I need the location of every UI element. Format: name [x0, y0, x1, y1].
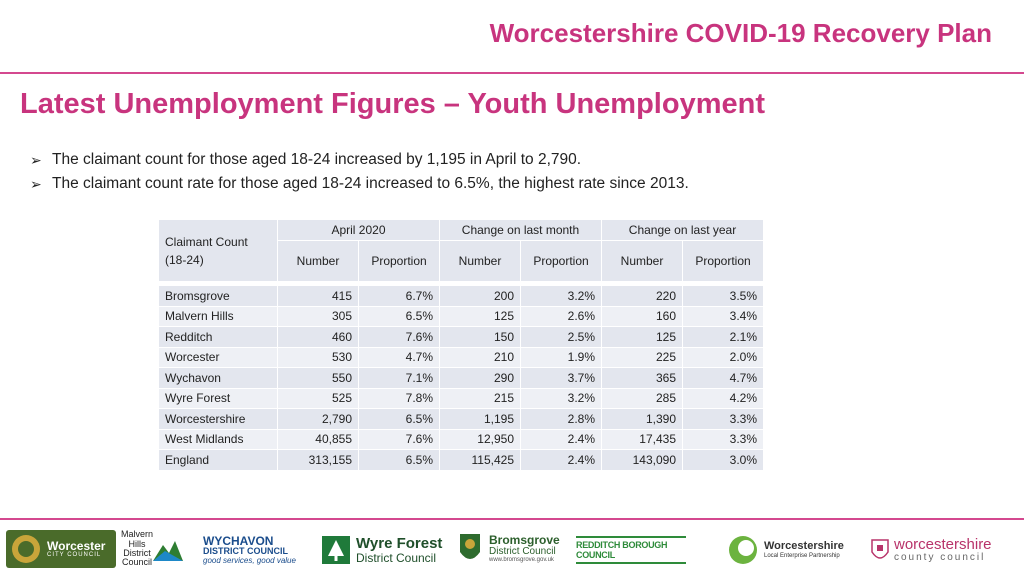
table-cell: 530	[278, 348, 358, 368]
table-row	[159, 348, 763, 368]
row-label: Wyre Forest	[159, 389, 277, 409]
header-title: Worcestershire COVID-19 Recovery Plan	[489, 18, 992, 48]
table-row	[159, 430, 763, 450]
table-cell: 115,425	[440, 450, 520, 470]
table-row	[159, 327, 763, 347]
table-row	[159, 286, 763, 306]
table-cell: 2,790	[278, 409, 358, 429]
header-divider	[0, 72, 1024, 74]
logo-text: Hills	[128, 538, 146, 549]
table-cell: 210	[440, 348, 520, 368]
table-cell: 2.8%	[521, 409, 601, 429]
logo-text: county council	[894, 551, 986, 563]
table-cell: 225	[602, 348, 682, 368]
table-row	[159, 409, 763, 429]
city-crest-icon	[9, 532, 43, 566]
row-label: Worcester	[159, 348, 277, 368]
table-cell: 3.3%	[683, 409, 763, 429]
table-row	[159, 307, 763, 327]
bullet-text: The claimant count rate for those aged 18-24 increased to 6.5%, the highest rate since 2013.	[52, 175, 689, 192]
column-header: Proportion	[683, 241, 763, 281]
table-cell: 2.1%	[683, 327, 763, 347]
table-cell: 4.2%	[683, 389, 763, 409]
wyre-forest-logo	[321, 530, 449, 570]
table-cell: 125	[440, 307, 520, 327]
table-cell: 150	[440, 327, 520, 347]
logo-text: WYCHAVON	[203, 533, 274, 548]
row-label: Malvern Hills	[159, 307, 277, 327]
logo-url: www.bromsgrove.gov.uk	[489, 557, 554, 564]
table-cell: 6.7%	[359, 286, 439, 306]
logo-text: Council	[122, 557, 153, 568]
group-header-april-2020: April 2020	[278, 220, 439, 240]
table-cell: 40,855	[278, 430, 358, 450]
group-header-last-month: Change on last month	[440, 220, 601, 240]
logo-text: DISTRICT COUNCIL	[203, 546, 288, 557]
logo-text: Bromsgrove	[489, 533, 560, 548]
redditch-logo	[576, 530, 686, 570]
table-cell: 6.5%	[359, 307, 439, 327]
lep-swirl-icon	[727, 534, 759, 566]
table-cell: 285	[602, 389, 682, 409]
row-header: Claimant Count (18-24)	[159, 220, 277, 281]
wychavon-logo	[203, 530, 311, 570]
table-row	[159, 368, 763, 388]
table-cell: 7.1%	[359, 368, 439, 388]
column-header: Number	[440, 241, 520, 281]
table-cell: 313,155	[278, 450, 358, 470]
row-label: Redditch	[159, 327, 277, 347]
claimant-count-table	[158, 219, 764, 471]
table-spacer	[159, 282, 763, 285]
table-cell: 2.5%	[521, 327, 601, 347]
row-label: West Midlands	[159, 430, 277, 450]
table-cell: 125	[602, 327, 682, 347]
table-cell: 220	[602, 286, 682, 306]
worcestershire-lep-logo	[727, 530, 857, 570]
table-cell: 7.8%	[359, 389, 439, 409]
row-label: Wychavon	[159, 368, 277, 388]
table-cell: 3.7%	[521, 368, 601, 388]
column-header: Proportion	[359, 241, 439, 281]
table-cell: 200	[440, 286, 520, 306]
table-cell: 143,090	[602, 450, 682, 470]
county-crest-icon	[870, 536, 890, 564]
logo-text: Worcester	[47, 538, 106, 553]
table-cell: 365	[602, 368, 682, 388]
logo-text: Wyre Forest	[356, 534, 443, 552]
table-cell: 215	[440, 389, 520, 409]
table-cell: 290	[440, 368, 520, 388]
table-cell: 6.5%	[359, 409, 439, 429]
table-cell: 7.6%	[359, 430, 439, 450]
table-cell: 415	[278, 286, 358, 306]
partner-logos	[0, 524, 1024, 576]
bullet-text: The claimant count for those aged 18-24 increased by 1,195 in April to 2,790.	[52, 151, 582, 168]
logo-text: worcestershire	[894, 535, 992, 553]
table-cell: 4.7%	[683, 368, 763, 388]
table-cell: 2.4%	[521, 430, 601, 450]
coat-of-arms-icon	[455, 528, 485, 570]
table-cell: 2.4%	[521, 450, 601, 470]
table-cell: 1,195	[440, 409, 520, 429]
table-cell: 7.6%	[359, 327, 439, 347]
table-cell: 1,390	[602, 409, 682, 429]
arrow-bullet-icon: ➢	[30, 176, 42, 192]
table-cell: 3.5%	[683, 286, 763, 306]
logo-text: District	[123, 548, 151, 558]
column-header: Number	[278, 241, 358, 281]
logo-text: Local Enterprise Partnership	[764, 552, 840, 559]
page-title: Latest Unemployment Figures – Youth Unemployment	[20, 88, 765, 120]
table-cell: 525	[278, 389, 358, 409]
column-header: Proportion	[521, 241, 601, 281]
table-body	[159, 282, 763, 470]
table-cell: 1.9%	[521, 348, 601, 368]
row-label: Worcestershire	[159, 409, 277, 429]
logo-text: REDDITCH BOROUGH COUNCIL	[576, 536, 686, 564]
table-cell: 6.5%	[359, 450, 439, 470]
row-label: England	[159, 450, 277, 470]
logo-text: Worcestershire	[764, 540, 844, 553]
hills-icon	[153, 537, 183, 561]
tree-icon	[321, 535, 351, 565]
worcester-city-council-logo	[6, 530, 116, 568]
table-cell: 2.6%	[521, 307, 601, 327]
table-cell: 2.0%	[683, 348, 763, 368]
table-row	[159, 450, 763, 470]
table-cell: 4.7%	[359, 348, 439, 368]
logo-text: District Council	[489, 545, 556, 557]
malvern-hills-logo	[121, 526, 189, 572]
table-cell: 17,435	[602, 430, 682, 450]
column-header: Number	[602, 241, 682, 281]
table-cell: 550	[278, 368, 358, 388]
table-cell: 3.2%	[521, 286, 601, 306]
table-cell: 305	[278, 307, 358, 327]
worcestershire-county-council-logo	[870, 530, 1020, 570]
table-cell: 3.3%	[683, 430, 763, 450]
row-label: Bromsgrove	[159, 286, 277, 306]
logo-subtext: CITY COUNCIL	[47, 552, 102, 559]
bullet-item	[30, 172, 689, 196]
logo-tagline: good services, good value	[203, 555, 296, 565]
group-header-last-year: Change on last year	[602, 220, 763, 240]
bromsgrove-logo	[455, 527, 563, 571]
table-cell: 460	[278, 327, 358, 347]
table-cell: 3.2%	[521, 389, 601, 409]
logo-text: Malvern	[121, 529, 154, 540]
table-cell: 160	[602, 307, 682, 327]
table-row	[159, 389, 763, 409]
table-cell: 12,950	[440, 430, 520, 450]
arrow-bullet-icon: ➢	[30, 152, 42, 168]
bullet-list	[30, 148, 689, 196]
table-cell: 3.4%	[683, 307, 763, 327]
table-cell: 3.0%	[683, 450, 763, 470]
footer-divider	[0, 518, 1024, 520]
bullet-item	[30, 148, 689, 172]
logo-text: District Council	[356, 550, 437, 565]
